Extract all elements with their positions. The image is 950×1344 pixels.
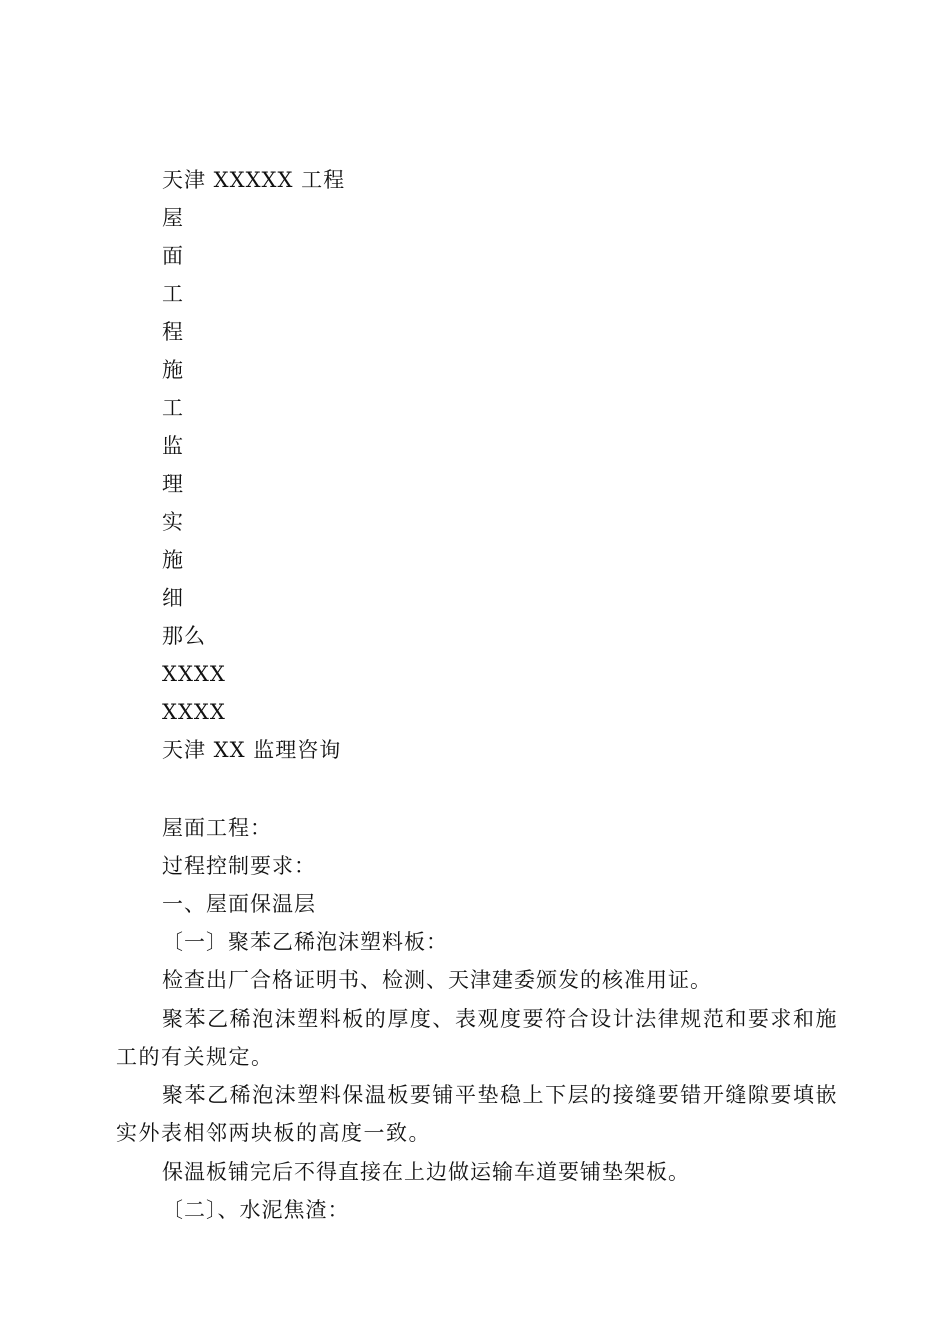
- item-title: 〔一〕聚苯乙稀泡沫塑料板：: [162, 930, 448, 954]
- title-char: 工: [162, 396, 184, 420]
- title-char: 细: [162, 586, 184, 610]
- cover-line-b: XXXX: [162, 700, 226, 724]
- company-name: 天津 XX 监理咨询: [162, 738, 342, 762]
- title-char: 理: [162, 472, 184, 496]
- sub-heading: 过程控制要求：: [162, 854, 316, 878]
- paragraph: 聚苯乙稀泡沫塑料保温板要铺平垫稳上下层的接缝要错开缝隙要填嵌实外表相邻两块板的高度一致。: [116, 1083, 838, 1145]
- title-char: 监: [162, 434, 184, 458]
- title-char: 那么: [162, 624, 206, 648]
- cover-line-a: XXXX: [162, 662, 226, 686]
- title-char: 工: [162, 282, 184, 306]
- title-char: 屋: [162, 206, 184, 230]
- title-char: 施: [162, 358, 184, 382]
- paragraph: 聚苯乙稀泡沫塑料板的厚度、表观度要符合设计法律规范和要求和施工的有关规定。: [116, 1007, 838, 1069]
- item-title: 〔二〕、水泥焦渣：: [162, 1198, 350, 1222]
- section-title: 一、屋面保温层: [162, 892, 316, 916]
- title-char: 实: [162, 510, 184, 534]
- paragraph: 保温板铺完后不得直接在上边做运输车道要铺垫架板。: [162, 1160, 690, 1184]
- title-char: 面: [162, 244, 184, 268]
- section-heading: 屋面工程：: [162, 816, 272, 840]
- title-char: 程: [162, 320, 184, 344]
- project-name: 天津 XXXXX 工程: [162, 168, 346, 192]
- paragraph: 检查出厂合格证明书、检测、天津建委颁发的核准用证。: [162, 968, 712, 992]
- title-char: 施: [162, 548, 184, 572]
